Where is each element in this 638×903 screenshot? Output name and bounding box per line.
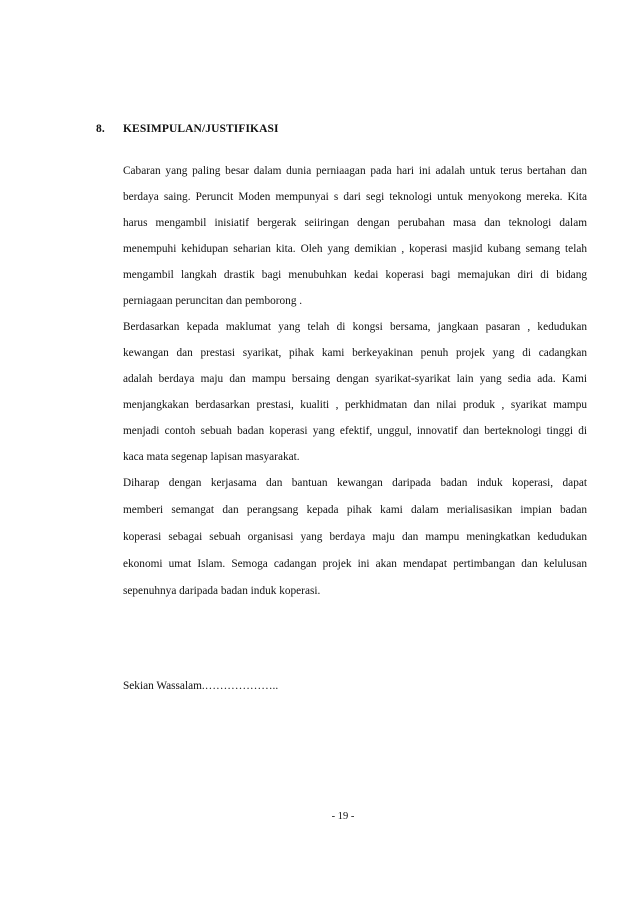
paragraph-line: memberi semangat dan perangsang kepada pihak kami dalam merialisasikan impian badan [123, 504, 587, 516]
paragraph-line: kaca mata segenap lapisan masyarakat. [123, 451, 300, 463]
paragraph-line: menjangkakan berdasarkan prestasi, kualiti , perkhidmatan dan nilai produk , syarikat mampu [123, 399, 587, 411]
signoff-text: Sekian Wassalam.……………….. [123, 680, 279, 692]
page-number: - 19 - [331, 811, 355, 822]
paragraph-line: sepenuhnya daripada badan induk koperasi. [123, 585, 321, 597]
paragraph-line: Cabaran yang paling besar dalam dunia perniaagan pada hari ini adalah untuk terus bertahan dan [123, 165, 587, 177]
paragraph-line: Berdasarkan kepada maklumat yang telah di kongsi bersama, jangkaan pasaran , kedudukan [123, 321, 587, 333]
paragraph-line: Diharap dengan kerjasama dan bantuan kewangan daripada badan induk koperasi, dapat [123, 477, 587, 489]
paragraph-line: harus mengambil inisiatif bergerak seiiringan dengan perubahan masa dan teknologi dalam [123, 217, 587, 229]
paragraph-line: menempuhi kehidupan seharian kita. Oleh yang demikian , koperasi masjid kubang semang telah [123, 243, 587, 255]
paragraph-line: mengambil langkah drastik bagi menubuhkan kedai koperasi bagi memajukan diri di bidang [123, 269, 587, 281]
section-number: 8. [96, 123, 105, 135]
paragraph-line: koperasi sebagai sebuah organisasi yang berdaya maju dan mampu meningkatkan kedudukan [123, 531, 587, 543]
paragraph-line: berdaya saing. Peruncit Moden mempunyai s dari segi teknologi untuk menyokong mereka. Kita [123, 191, 587, 203]
section-title: KESIMPULAN/JUSTIFIKASI [123, 123, 279, 135]
paragraph-line: ekonomi umat Islam. Semoga cadangan projek ini akan mendapat pertimbangan dan kelulusan [123, 558, 587, 570]
paragraph-line: kewangan dan prestasi syarikat, pihak kami berkeyakinan penuh projek yang di cadangkan [123, 347, 587, 359]
paragraph-line: adalah berdaya maju dan mampu bersaing dengan syarikat-syarikat lain yang sedia ada. Kami [123, 373, 587, 385]
paragraph-line: menjadi contoh sebuah badan koperasi yang efektif, unggul, innovatif dan berteknologi tinggi di [123, 425, 587, 437]
paragraph-line: perniagaan peruncitan dan pemborong . [123, 295, 303, 307]
